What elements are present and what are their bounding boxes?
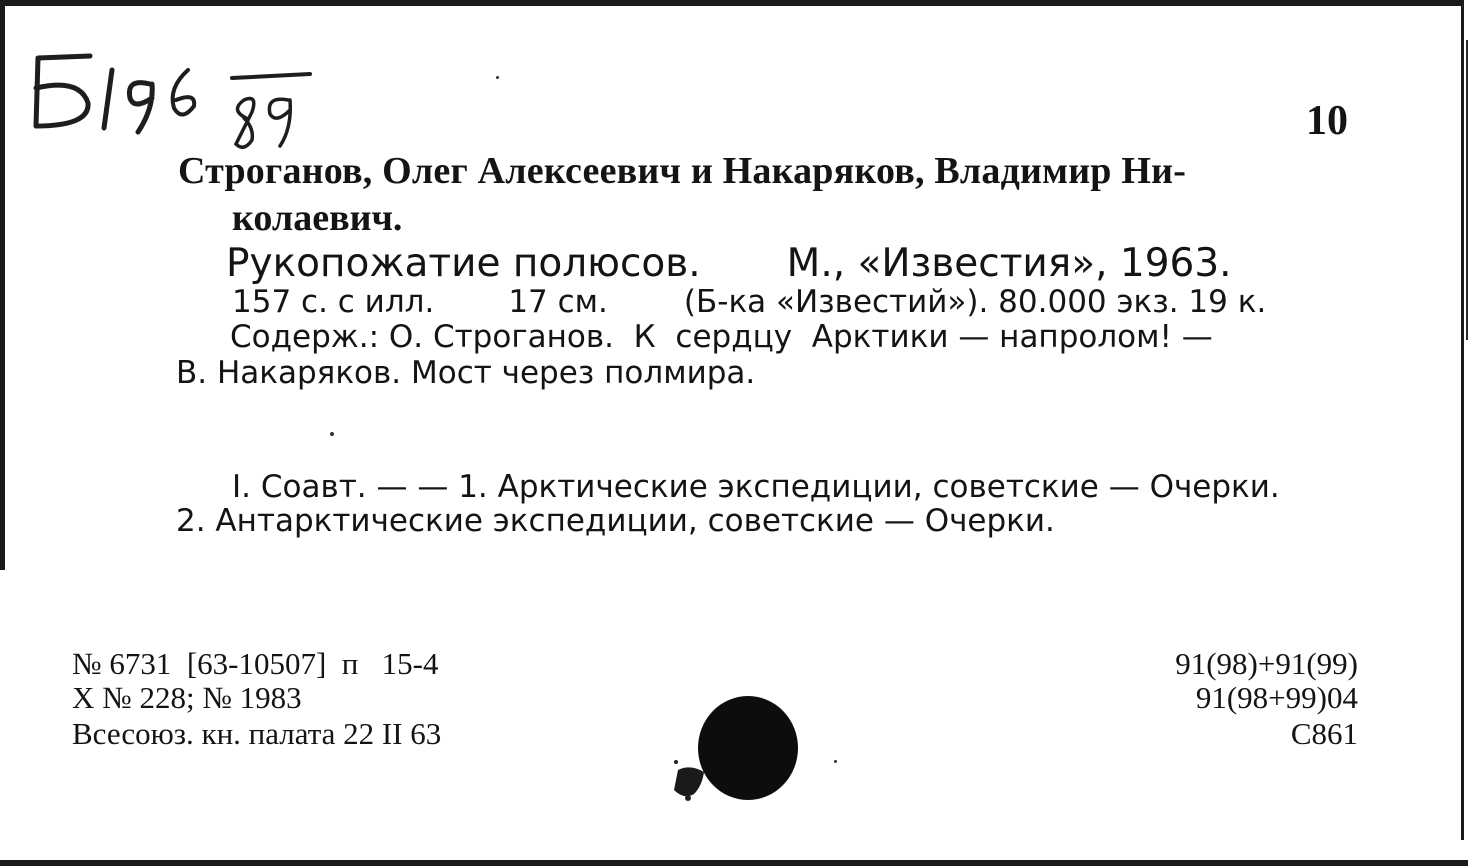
classification-line-3: С861 (1290, 716, 1358, 751)
handwriting-drawing (30, 48, 320, 158)
tech-line-3: Всесоюз. кн. палата 22 II 63 (72, 716, 442, 751)
card-edge-left (0, 0, 5, 570)
card-number: 10 (1306, 98, 1348, 144)
desc-series: (Б-ка «Известий»). 80.000 экз. 19 к. (683, 284, 1267, 320)
punch-hole-shape (668, 690, 818, 820)
author-heading-line-1: Строганов, Олег Алексеевич и Накаряков, Владимир Ни- (178, 150, 1187, 192)
imprint: М., «Известия», 1963. (786, 241, 1232, 286)
card-edge-top (0, 0, 1462, 6)
punch-hole (668, 690, 818, 820)
desc-pages: 157 с. с илл. (232, 284, 435, 320)
book-title: Рукопожатие полюсов. (226, 241, 701, 286)
subjects-line-2: 2. Антарктические экспедиции, советские — Очерки. (176, 503, 1055, 539)
card-edge-bottom (0, 860, 1468, 866)
author-heading-line-2: колаевич. (232, 197, 403, 239)
classification-line-2: 91(98+99)04 (1195, 680, 1358, 715)
speck (496, 76, 499, 79)
tech-line-1: № 6731 [63-10507] п 15-4 (72, 646, 439, 681)
subjects-line-1: I. Соавт. — — 1. Арктические экспедиции, советские — Очерки. (232, 469, 1280, 505)
card-edge-right (1461, 0, 1464, 840)
tech-line-2: X № 228; № 1983 (72, 680, 302, 715)
handwritten-shelf-mark (30, 48, 320, 158)
handwritten-sub (320, 48, 321, 49)
desc-size: 17 см. (508, 284, 608, 320)
contents-line-1: Содерж.: О. Строганов. К сердцу Арктики — напролом! — (230, 319, 1213, 355)
speck (330, 432, 334, 436)
physical-description (232, 284, 1267, 320)
speck (834, 760, 837, 763)
title-line (226, 241, 1232, 286)
classification-line-1: 91(98)+91(99) (1175, 646, 1358, 681)
contents-line-2: В. Накаряков. Мост через полмира. (176, 355, 756, 391)
